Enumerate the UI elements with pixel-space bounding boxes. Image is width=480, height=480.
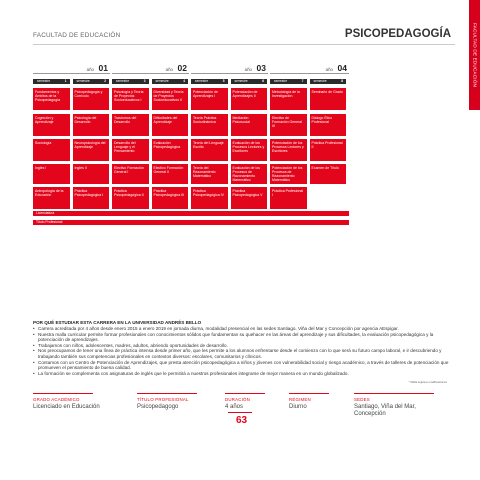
semester-1: semestre 1 xyxy=(33,79,70,84)
why-study-section xyxy=(33,320,449,376)
course-cell: Práctica Psicopedagógica I xyxy=(73,187,110,209)
course-cell: Fundamentos y Ámbitos de la Psicopedagogía xyxy=(33,88,70,110)
course-cell: Potenciación de Aprendizajes II xyxy=(231,88,268,110)
info-divider xyxy=(225,393,265,394)
semester-6: semestre 6 xyxy=(231,79,268,84)
info-divider xyxy=(289,393,329,394)
semester-2: semestre 2 xyxy=(73,79,110,84)
course-cell: Evaluación Psicopedagógica xyxy=(152,139,189,161)
info-divider xyxy=(137,393,197,394)
course-cell: Práctica Profesional I xyxy=(270,187,307,209)
course-cell: Inglés I xyxy=(33,164,70,184)
info-title: RÉGIMEN xyxy=(289,397,311,402)
course-cell: Metodología de la Investigación xyxy=(270,88,307,110)
course-cell: Dificultades del Aprendizaje xyxy=(152,114,189,136)
course-cell: Potenciación de los Procesos Lectores y Escritores xyxy=(270,139,307,161)
semester-4: semestre 4 xyxy=(152,79,189,84)
info-title: SEDES xyxy=(354,397,370,402)
course-cell: Teoría del Razonamiento Matemático xyxy=(191,164,228,184)
course-cell: Teoría del Lenguaje Escrito xyxy=(191,139,228,161)
list-item: • La formación se complementa con asignaturas de inglés que le permitirá a nuestros profesionales integrarse de mejor manera en un mundo globalizado. xyxy=(33,371,449,377)
course-cell: Seminario de Grado xyxy=(310,88,347,110)
info-title: DURACIÓN xyxy=(225,397,251,402)
year-label: año xyxy=(165,67,173,72)
info-regimen xyxy=(289,393,329,411)
course-cell: Mediación Psicosocial xyxy=(231,114,268,136)
program-title: PSICOPEDAGOGÍA xyxy=(344,28,451,40)
side-tab-label: FACULTAD DE EDUCACIÓN xyxy=(472,22,477,88)
course-cell: Práctica Profesional II xyxy=(310,139,347,161)
year-number: 03 xyxy=(256,63,266,73)
info-titulo xyxy=(137,393,197,411)
course-cell: Potenciación de los Procesos de Razonamiento Matemático xyxy=(270,164,307,184)
why-study-list xyxy=(33,326,449,376)
course-cell: Práctica Psicopedagógica V xyxy=(231,187,268,209)
list-item: • Nuestra malla curricular permite formar profesionales con conocimientos sólidos que fundamentan su quehacer en las áreas del aprendizaje y sus dificultades, la evaluación psicopedagógica y la potenciación de aprendizajes. xyxy=(33,332,449,343)
year-number: 01 xyxy=(98,63,108,73)
course-cell: Antropología de la Educación xyxy=(33,187,70,209)
list-item: • Trabajamos con niños, adolescentes, madres, adultos, abriendo oportunidades de desarrollo. xyxy=(33,343,449,349)
header-divider xyxy=(33,44,455,45)
semester-row xyxy=(33,79,349,84)
info-sedes xyxy=(354,393,444,418)
info-value: Santiago, Viña del Mar, Concepción xyxy=(354,404,416,417)
course-cell: Inglés II xyxy=(73,164,110,184)
year-4 xyxy=(270,64,349,74)
info-divider xyxy=(33,393,93,394)
semester-5: semestre 5 xyxy=(191,79,228,84)
year-1 xyxy=(33,64,110,74)
page-number-rule xyxy=(228,412,252,413)
course-cell: Electivo Formación General I xyxy=(112,164,149,184)
course-cell: Evaluación de los Procesos de Razonamiento Matemático xyxy=(231,164,268,184)
semester-8: semestre 8 xyxy=(310,79,347,84)
info-value: Psicopedagogo xyxy=(137,404,179,410)
year-row xyxy=(33,64,349,76)
year-number: 02 xyxy=(177,63,187,73)
licenciatura-bar: Licenciatura xyxy=(33,211,349,216)
info-value: Licenciado en Educación xyxy=(33,404,100,410)
course-cell: Práctica Psicopedagógica IV xyxy=(191,187,228,209)
course-cell: Examen de Título xyxy=(310,164,347,184)
page-number: 63 xyxy=(236,415,248,426)
course-cell: Electivo de Formación General III xyxy=(270,114,307,136)
course-cell: Sociología xyxy=(33,139,70,161)
year-number: 04 xyxy=(337,63,347,73)
list-item: • Nos preocupamos de tener una línea de práctica intensa desde primer año, que les permite a los alumnos enfrentarse desde el comienzo con lo que será su futuro campo laboral, e ir descubriendo y trabajando también sus competencias profesionales en contextos diversos: escolares, comunitarios y clínicos. xyxy=(33,348,449,359)
info-value: Diurno xyxy=(289,404,307,410)
course-cell: Práctica Psicopedagógica II xyxy=(112,187,149,209)
year-2 xyxy=(112,64,189,74)
course-cell: Evaluación de los Procesos Lectores y Escritores xyxy=(231,139,268,161)
semester-3: semestre 3 xyxy=(112,79,149,84)
course-cell: Trastornos del Desarrollo xyxy=(112,114,149,136)
course-cell: Psicopedagogía y Currículo xyxy=(73,88,110,110)
year-3 xyxy=(191,64,268,74)
course-cell: Psicología y Teoría de Proyectos Socioeducativos I xyxy=(112,88,149,110)
info-title: GRADO ACADÉMICO xyxy=(33,397,80,402)
course-cell: Neuropsicología del Aprendizaje xyxy=(73,139,110,161)
info-value: 4 años xyxy=(225,404,244,410)
list-item: • Carrera acreditada por 4 años desde enero 2015 a enero 2019 en jornada diurna, modalidad presencial en las sedes Santiago, Viña del Mar y Concepción por agencia AEspigar. xyxy=(33,326,449,332)
info-divider xyxy=(354,393,434,394)
info-grado xyxy=(33,393,100,411)
info-title: TÍTULO PROFESIONAL xyxy=(137,397,189,402)
side-tab xyxy=(469,0,480,110)
year-label: año xyxy=(244,67,252,72)
info-duracion xyxy=(225,393,265,411)
faculty-header: FACULTAD DE EDUCACIÓN xyxy=(33,32,121,39)
course-cell: Potenciación de Aprendizajes I xyxy=(191,88,228,110)
why-study-title: POR QUÉ ESTUDIAR ESTA CARRERA EN LA UNIVERSIDAD ANDRÉS BELLO xyxy=(33,320,202,325)
titulo-profesional-bar: Título Profesional xyxy=(33,220,349,225)
course-cell: Cognición y Aprendizaje xyxy=(33,114,70,136)
course-cell: Diálogo Ético Profesional xyxy=(310,114,347,136)
course-cell: Psicología del Desarrollo xyxy=(73,114,110,136)
course-cell: Práctica Psicopedagógica III xyxy=(152,187,189,209)
course-cell: Diversidad y Teoría de Proyectos Socioeducativos II xyxy=(152,88,189,110)
year-label: año xyxy=(86,67,94,72)
list-item: • Contamos con un Centro de Potenciación de Aprendizajes, que presta atención psicopedagógica a niños y jóvenes con vulnerabilidad social y riesgo académico, a través de talleres de potenciación que promueven el pensamiento de buena calidad. xyxy=(33,360,449,371)
semester-7: semestre 7 xyxy=(270,79,307,84)
course-cell: Electivo Formación General II xyxy=(152,164,189,184)
course-cell: Desarrollo del Lenguaje y el Pensamiento xyxy=(112,139,149,161)
year-label: año xyxy=(325,67,333,72)
footnote: * Malla sujeta a modificaciones xyxy=(408,380,447,384)
course-cell: Teoría Práctica Sociodinámica xyxy=(191,114,228,136)
